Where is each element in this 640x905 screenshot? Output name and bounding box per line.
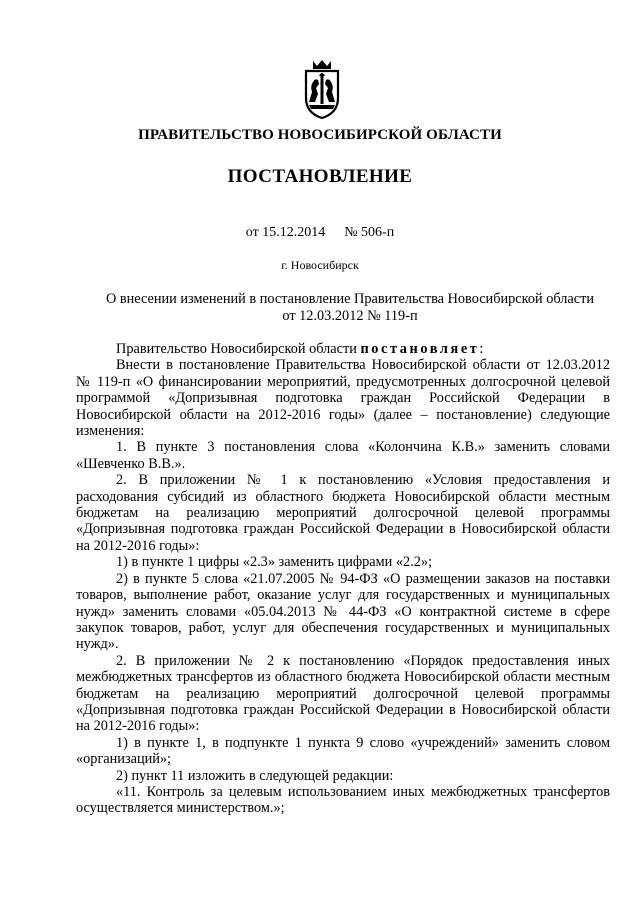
document-subject — [60, 291, 640, 325]
paragraph-amend: Внести в постановление Правительства Новосибирской области от 12.03.2012 № 119-п «О финансировании мероприятий, предусмотренных долгосрочной целевой программой «Допризывная подготовка граждан Российской Федерации в Новосибирской области на 2012-2016 годы» (далее – постановление) следующие изменения: — [76, 357, 610, 440]
document-date: от 15.12.2014 — [245, 225, 326, 240]
document-number: № 506-п — [344, 225, 395, 240]
decree-word: постановляет — [360, 341, 480, 357]
subject-line-2: от 12.03.2012 № 119-п — [282, 308, 418, 324]
document-type-title: ПОСТАНОВЛЕНИЕ — [227, 166, 413, 187]
paragraph-subitem-2b: 2) пункт 11 изложить в следующей редакции: — [116, 767, 394, 784]
paragraph-item-2-annex-1: 2. В приложении № 1 к постановлению «Условия предоставления и расходования субсидий из областного бюджета Новосибирской области местным бюджетам на реализацию мероприятий долгосрочной целевой программы «Допризывная подготовка граждан Российской Федерации в Новосибирской области на 2012-2016 годы»: — [76, 472, 610, 554]
organization-name: ПРАВИТЕЛЬСТВО НОВОСИБИРСКОЙ ОБЛАСТИ — [138, 127, 502, 143]
subject-line-1: О внесении изменений в постановление Правительства Новосибирской области — [105, 291, 595, 307]
intro-suffix: : — [479, 341, 484, 357]
city-line: г. Новосибирск — [281, 258, 359, 272]
date-number-line — [0, 225, 640, 241]
paragraph-new-clause-11: «11. Контроль за целевым использованием иных межбюджетных трансфертов осуществляется министерством.»; — [76, 783, 610, 817]
novosibirsk-coat-of-arms-icon — [296, 58, 348, 120]
document-body — [76, 341, 610, 817]
paragraph-subitem-1b: 1) в пункте 1, в подпункте 1 пункта 9 слово «учреждений» заменить словом «организаций»; — [76, 734, 610, 768]
paragraph-item-2-annex-2: 2. В приложении № 2 к постановлению «Порядок предоставления иных межбюджетных трансфертов из областного бюджета Новосибирской области местным бюджетам на реализацию мероприятий долгосрочной целевой программы «Допризывная подготовка граждан Российской Федерации в Новосибирской области на 2012-2016 годы»: — [76, 652, 610, 735]
intro-prefix: Правительство Новосибирской области — [116, 341, 361, 357]
paragraph-item-1: 1. В пункте 3 постановления слова «Колончина К.В.» заменить словами «Шевченко В.В.». — [76, 439, 610, 472]
paragraph-subitem-1: 1) в пункте 1 цифры «2.3» заменить цифрами «2.2»; — [116, 554, 433, 571]
intro-paragraph — [76, 341, 610, 357]
paragraph-subitem-2: 2) в пункте 5 слова «21.07.2005 № 94-ФЗ «О размещении заказов на поставки товаров, выполнение работ, оказание услуг для государственных и муниципальных нужд» заменить словами «05.04.2013 № 44-ФЗ «О контрактной системе в сфере закупок товаров, работ, услуг для обеспечения государственных и муниципальных нужд». — [76, 570, 610, 653]
